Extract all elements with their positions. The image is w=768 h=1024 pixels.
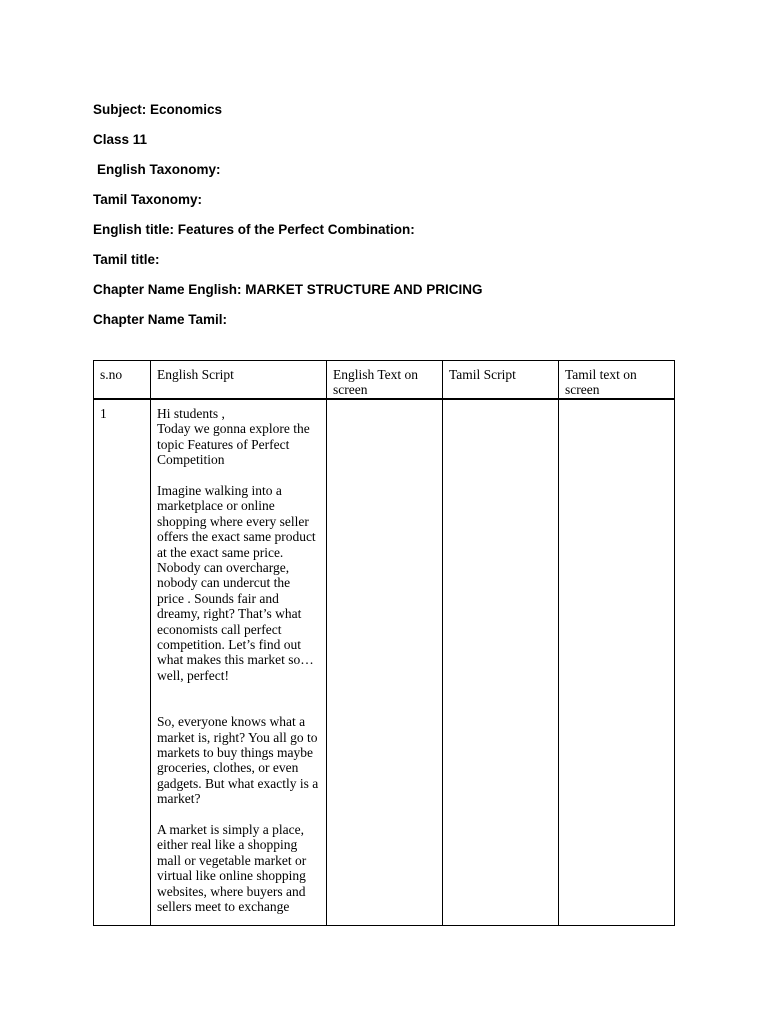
header-english-script: English Script [151,361,327,400]
subject-line: Subject: Economics [93,102,223,117]
cell-sno: 1 [94,399,151,926]
cell-english-script [151,399,327,926]
class-line: Class 11 [93,132,148,147]
table-row [94,399,675,926]
header-sno: s.no [94,361,151,400]
chapter-name-tamil-line: Chapter Name Tamil: [93,312,228,327]
chapter-name-english-line: Chapter Name English: MARKET STRUCTURE AND PRICING [93,282,483,297]
script-paragraph-market-question: So, everyone knows what a market is, right? You all go to markets to buy things maybe groceries, clothes, or even gadgets. But what exactly is a market? [157,714,319,807]
tamil-title-line: Tamil title: [93,252,160,267]
cell-tamil-script [443,399,559,926]
script-paragraph-imagine: Imagine walking into a marketplace or online shopping where every seller offers the exact same product at the exact same price. Nobody can overcharge, nobody can undercut the price . Sounds fair and dreamy, right? That’s what economists call perfect competition. Let’s find out what makes this market so… well, perfect! [157,483,316,683]
table-header-row [94,361,675,400]
tamil-taxonomy-line: Tamil Taxonomy: [93,192,203,207]
english-title-line: English title: Features of the Perfect Combination: [93,222,415,237]
script-paragraph-market-definition: A market is simply a place, either real like a shopping mall or vegetable market or virtual like online shopping websites, where buyers and sellers meet to exchange [157,821,307,914]
english-taxonomy-line: English Taxonomy: [97,162,221,177]
cell-tamil-text-on-screen [559,399,675,926]
header-tamil-text-on-screen: Tamil text on screen [559,361,675,400]
header-english-text-on-screen: English Text on screen [327,361,443,400]
cell-english-text-on-screen [327,399,443,926]
header-tamil-script: Tamil Script [443,361,559,400]
script-paragraph-intro: Hi students , Today we gonna explore the topic Features of Perfect Competition [157,406,310,468]
script-table [93,360,675,926]
